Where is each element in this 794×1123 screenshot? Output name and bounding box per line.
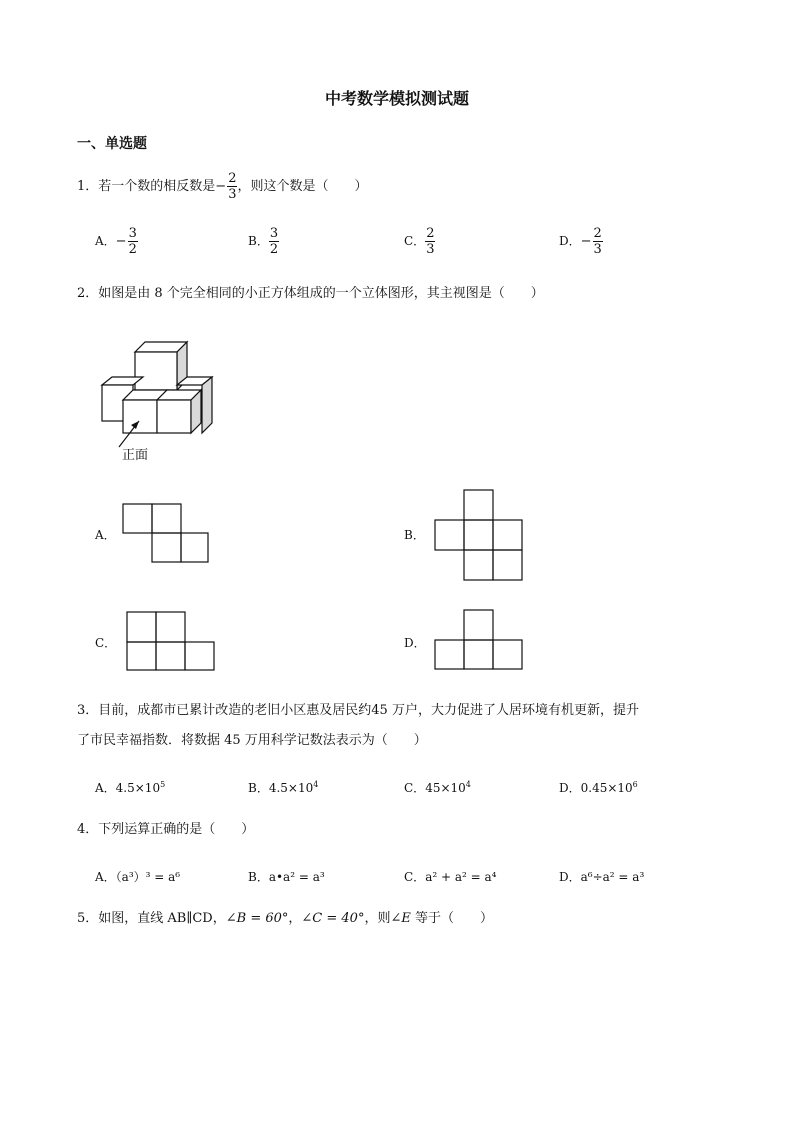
q2-option-c-figure[interactable] [124, 610, 218, 674]
angle-c: ∠C = 40° [301, 911, 365, 926]
q2-option-b-figure[interactable] [432, 488, 526, 584]
minus-sign: − [215, 178, 227, 194]
top-cube-front [135, 352, 177, 390]
q1-stem-part-2: ，则这个数是（ ） [237, 179, 368, 194]
q2-option-a-figure[interactable] [120, 503, 212, 565]
q3-option-c[interactable]: C．$45\times 10^4$ [404, 780, 471, 795]
section-heading: 一、单选题 [77, 136, 147, 152]
question-2: 2．如图是由 8 个完全相同的小正方体组成的一个立体图形，其主视图是（ ） [77, 286, 544, 301]
page-title: 中考数学模拟测试题 [324, 89, 469, 108]
cube-figure [95, 325, 225, 465]
q4-option-d[interactable]: D．a⁶÷a² = a³ [559, 870, 645, 884]
angle-e: ∠E [390, 911, 411, 926]
question-1 [77, 171, 367, 202]
q3-option-a[interactable]: A．$4.5\times 10^5$ [95, 780, 166, 795]
q3-option-d[interactable]: D．$0.45\times 10^6$ [559, 780, 638, 795]
question-4: 4．下列运算正确的是（ ） [77, 822, 255, 837]
q4-option-b[interactable]: B．a•a² = a³ [248, 870, 325, 884]
q2-option-d-figure[interactable] [432, 608, 526, 672]
question-3-line-1: 3．目前，成都市已累计改造的老旧小区惠及居民约45 万户，大力促进了人居环境有机更新，提升 [77, 703, 639, 718]
q2-option-a-label[interactable]: A． [95, 528, 116, 542]
question-3-line-2: 了市民幸福指数．将数据 45 万用科学记数法表示为（ ） [77, 733, 427, 748]
q5-stem-part-2: ，则 [364, 911, 391, 926]
q1-fraction: $\frac{2}{3}$ [228, 171, 237, 202]
q1-option-d[interactable]: D．− $\frac{2}{3}$ [559, 226, 602, 257]
q5-stem-part-3: 等于（ ） [410, 911, 493, 926]
front-cube-2 [157, 400, 191, 433]
q1-option-b[interactable]: B． $\frac{3}{2}$ [248, 226, 279, 257]
q5-stem-part-1: 5．如图，直线 AB∥CD， [77, 911, 226, 926]
q4-option-a[interactable]: A．（a³）³ = a⁶ [95, 870, 181, 884]
front-label: 正面 [122, 448, 149, 463]
q1-option-c[interactable]: C． $\frac{2}{3}$ [404, 226, 435, 257]
q5-separator: ， [288, 911, 302, 926]
right-cube-side [202, 377, 212, 433]
q3-option-b[interactable]: B．$4.5\times 10^4$ [248, 780, 319, 795]
q2-option-d-label[interactable]: D． [404, 636, 426, 650]
angle-b: ∠B = 60° [225, 911, 289, 926]
q1-option-a[interactable]: A．− $\frac{3}{2}$ [95, 226, 137, 257]
question-5 [77, 909, 493, 929]
front-cube-1 [123, 400, 157, 433]
q1-stem-part-1: 1．若一个数的相反数是 [77, 179, 216, 194]
q2-option-c-label[interactable]: C． [95, 636, 117, 650]
q2-option-b-label[interactable]: B． [404, 528, 425, 542]
q4-option-c[interactable]: C．a² + a² = a⁴ [404, 870, 497, 884]
